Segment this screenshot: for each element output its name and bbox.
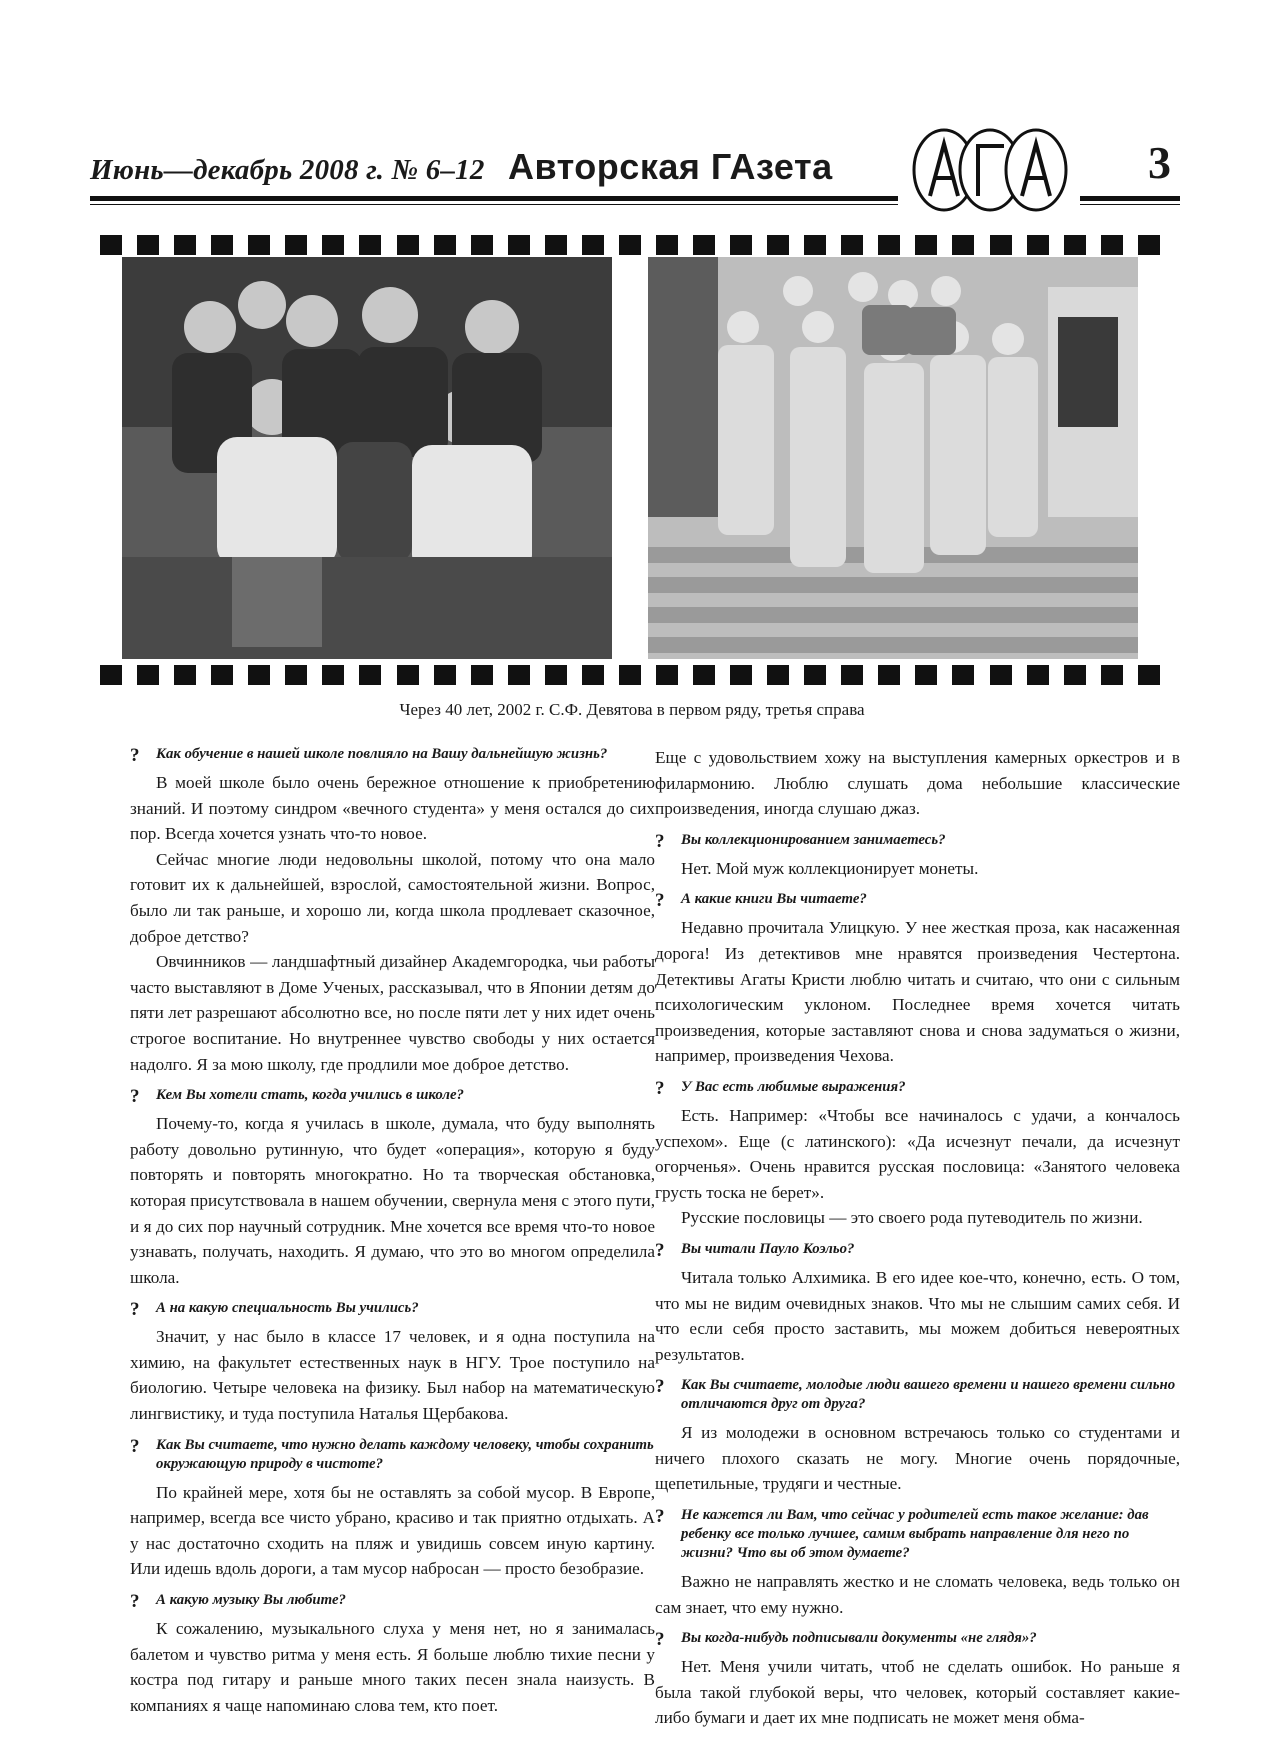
masthead-rule xyxy=(90,196,898,205)
question-mark-icon: ? xyxy=(130,1299,140,1321)
question-mark-icon: ? xyxy=(655,890,665,912)
photo-film-strip xyxy=(100,235,1160,685)
answer-paragraph: Почему-то, когда я училась в школе, думала, что буду выполнять работу довольно рутинную, что будет «операция», которую я буду повторять и повторять многократно. Но та творческая обстановка, которая присутствовала в нашем обучении, свернула меня с этого пути, и я до сих пор научный сотрудник. Мне хочется все время что-то новое узнавать, получать, находить. Я думаю, что это во многом определила школа. xyxy=(130,1114,655,1287)
question-mark-icon: ? xyxy=(655,1239,665,1261)
interview-question: ? А на какую специальность Вы учились? xyxy=(130,1299,419,1321)
answer-paragraph: Значит, у нас было в классе 17 человек, и я одна поступила на химию, на факультет естественных наук в НГУ. Трое поступило на биологию. Четыре человека на физику. Был набор на математическую лингвистику, и туда поступила Наталья Щербакова. xyxy=(130,1327,655,1424)
qa-block xyxy=(655,831,1180,882)
photo-group-steps xyxy=(648,257,1138,659)
interview-question: ? Не кажется ли Вам, что сейчас у родителей есть такое желание: дав ребенку все только лучшее, самим выбрать направление для него по жизни? Что вы об этом думаете? xyxy=(655,1506,1149,1562)
qa-block xyxy=(655,1629,1180,1731)
article-column-left xyxy=(130,745,655,1727)
masthead xyxy=(90,137,1180,220)
interview-question: ? Как Вы считаете, молодые люди вашего времени и нашего времени сильно отличаются друг от друга? xyxy=(655,1376,1176,1413)
issue-date: Июнь—декабрь 2008 г. № 6–12 xyxy=(90,154,485,186)
film-sprockets-bottom xyxy=(100,665,1160,685)
interview-question: ? Кем Вы хотели стать, когда учились в школе? xyxy=(130,1086,464,1108)
qa-block xyxy=(130,1299,655,1426)
answer-continuation: Еще с удовольствием хожу на выступления камерных оркестров и в филармонию. Люблю слушать дома небольшие классические произведения, иногда слушаю джаз. xyxy=(655,748,1180,819)
answer-paragraph: Нет. Мой муж коллекционирует монеты. xyxy=(681,858,979,878)
question-mark-icon: ? xyxy=(130,1591,140,1613)
qa-block xyxy=(130,1436,655,1582)
answer-paragraph: Важно не направлять жестко и не сломать человека, ведь только он сам знает, что ему нужно. xyxy=(655,1572,1180,1617)
answer-paragraph: Овчинников — ландшафтный дизайнер Академгородка, чьи работы часто выставляют в Доме Ученых, рассказывал, что в Японии детям до пяти лет разрешают абсолютно все, но после пяти лет у них идет очень строгое воспитание. Но внутреннее чувство свободы у них остается надолго. Я за мою школу, где продлили мое доброе детство. xyxy=(130,952,655,1074)
interview-question: ? Как Вы считаете, что нужно делать каждому человеку, чтобы сохранить окружающую природу в чистоте? xyxy=(130,1435,654,1472)
interview-question: ? А какую музыку Вы любите? xyxy=(130,1591,346,1613)
answer-paragraph: К сожалению, музыкального слуха у меня нет, но я занималась балетом и чувство ритма у меня есть. Я больше люблю тихие песни у костра под гитару и раньше много таких песен знала наизусть. В компаниях я чаще напоминаю слова тем, кто поет. xyxy=(130,1619,655,1715)
qa-block xyxy=(655,890,1180,1069)
interview-question: ? Вы читали Пауло Коэльо? xyxy=(655,1239,855,1261)
answer-paragraph: По крайней мере, хотя бы не оставлять за собой мусор. В Европе, например, всегда все чисто убрано, красиво и так приятно отдыхать. А у нас достаточно сходить на пляж и увидишь совсем иную картину. Или идешь вдоль дороги, а там мусор набросан — просто безобразие. xyxy=(130,1482,655,1579)
qa-block xyxy=(655,1240,1180,1367)
qa-block xyxy=(130,745,655,1077)
page-number: 3 xyxy=(1148,137,1171,188)
answer-paragraph: Русские пословицы — это своего рода путеводитель по жизни. xyxy=(681,1208,1143,1228)
answer-paragraph: Я из молодежи в основном встречаюсь только со студентами и ничего плохого сказать не могу. Многие очень порядочные, щепетильные, трудяги и честные. xyxy=(655,1423,1180,1494)
masthead-rule-right xyxy=(1080,196,1180,205)
interview-question: ? Как обучение в нашей школе повлияло на Вашу дальнейшую жизнь? xyxy=(130,745,608,766)
qa-block xyxy=(655,1506,1180,1620)
answer-paragraph: Есть. Например: «Чтобы все начиналось с удачи, а кончалось успехом». Еще (с латинского): «Да исчезнут печали, да исчезнут огорченья». Очень нравится русская пословица: «Занятого человека грусть тоска не берет». xyxy=(655,1105,1180,1202)
question-mark-icon: ? xyxy=(655,1506,665,1528)
question-mark-icon: ? xyxy=(655,1077,665,1099)
qa-block xyxy=(130,1591,655,1718)
qa-block xyxy=(655,1078,1180,1231)
question-mark-icon: ? xyxy=(130,745,140,766)
answer-paragraph: Недавно прочитала Улицкую. У нее жесткая проза, как насаженная дорога! Из детективов мне нравятся произведения Честертона. Детективы Агаты Кристи люблю читать и считаю, что они с сильным психологическим уклоном. Последнее время хочется читать произведения, которые заставляют снова и снова задуматься о жизни, например, произведения Чехова. xyxy=(655,918,1180,1066)
interview-question: ? А какие книги Вы читаете? xyxy=(655,890,867,912)
photo-group-indoor xyxy=(122,257,612,659)
aga-logo xyxy=(910,116,1070,216)
interview-question: ? Вы когда-нибудь подписывали документы «не глядя»? xyxy=(655,1629,1037,1651)
question-mark-icon: ? xyxy=(655,830,665,852)
answer-paragraph: В моей школе было очень бережное отношение к приобретению знаний. И поэтому синдром «вечного студента» у меня остался до сих пор. Всегда хочется узнать что-то новое. xyxy=(130,773,655,844)
article-column-right xyxy=(655,745,1180,1740)
question-mark-icon: ? xyxy=(655,1629,665,1651)
answer-paragraph: Читала только Алхимика. В его идее кое-что, конечно, есть. О том, что мы не видим очевидных знаков. Что мы не слышим самих себя. И что если себя просто заставить, мы можем добиться невероятных результатов. xyxy=(655,1267,1180,1364)
photo-caption: Через 40 лет, 2002 г. С.Ф. Девятова в первом ряду, третья справа xyxy=(399,700,865,719)
qa-block xyxy=(655,1376,1180,1497)
answer-paragraph: Сейчас многие люди недовольны школой, потому что она мало готовит их к дальнейшей, взрослой, самостоятельной жизни. Вопрос, было ли так раньше, и хорошо ли, когда школа продлевает сказочное, доброе детство? xyxy=(130,849,655,946)
question-mark-icon: ? xyxy=(655,1376,665,1398)
question-mark-icon: ? xyxy=(130,1086,140,1108)
interview-question: ? У Вас есть любимые выражения? xyxy=(655,1077,906,1099)
answer-paragraph: Нет. Меня учили читать, чтоб не сделать ошибок. Но раньше я была такой глубокой веры, что человек, который составляет какие-либо бумаги и дает их мне подписать не может меня обма- xyxy=(655,1657,1180,1728)
film-sprockets-top xyxy=(100,235,1160,255)
newspaper-title: Авторская ГАзета xyxy=(508,146,833,187)
qa-block xyxy=(130,1086,655,1290)
question-mark-icon: ? xyxy=(130,1435,140,1457)
interview-question: ? Вы коллекционированием занимаетесь? xyxy=(655,830,946,852)
